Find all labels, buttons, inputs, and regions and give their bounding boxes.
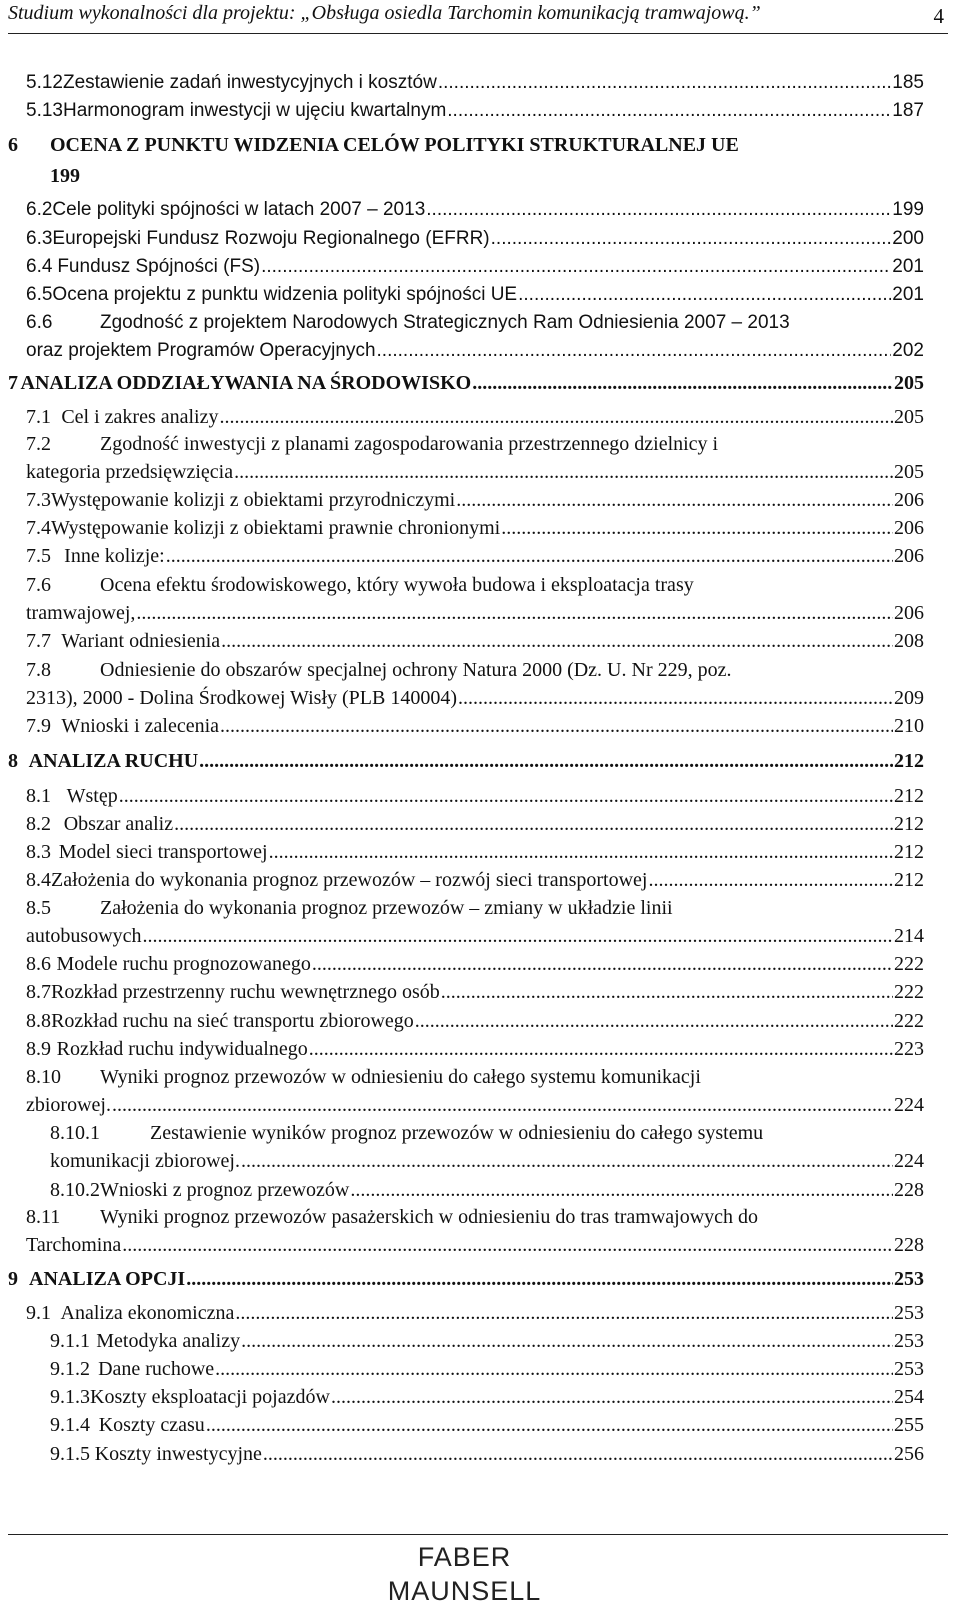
toc-entry-page: 253 <box>894 1302 924 1324</box>
toc-entry-title-continued: autobusowych <box>26 925 142 947</box>
toc-entry-page: 253 <box>894 1330 924 1352</box>
toc-entry-number: 7.7 <box>26 630 51 652</box>
toc-entry[interactable] <box>26 839 924 865</box>
toc-entry-page: 210 <box>894 715 924 737</box>
toc-entry-continuation[interactable] <box>26 1232 924 1258</box>
toc-leader-dots <box>235 1300 893 1326</box>
toc-entry-page: 214 <box>894 925 924 947</box>
toc-entry[interactable] <box>8 132 924 158</box>
toc-entry[interactable] <box>26 98 924 124</box>
toc-entry[interactable] <box>50 1328 924 1354</box>
toc-leader-dots <box>377 338 892 364</box>
toc-entry[interactable] <box>26 657 924 683</box>
toc-leader-dots <box>166 543 893 569</box>
toc-entry-page: 206 <box>894 602 924 624</box>
faber-maunsell-logo: FABER MAUNSELL <box>387 1542 542 1606</box>
toc-entry[interactable] <box>26 254 924 280</box>
toc-entry-title: Wyniki prognoz przewozów w odniesieniu do całego systemu komunikacji <box>100 1066 701 1088</box>
toc-entry[interactable] <box>50 1441 924 1467</box>
toc-entry-number: 8.11 <box>26 1206 61 1228</box>
toc-entry[interactable] <box>26 70 924 96</box>
toc-entry-number: 8.2 <box>26 813 51 835</box>
toc-leader-dots <box>415 1008 893 1034</box>
toc-entry[interactable] <box>26 515 924 541</box>
toc-entry-title: Założenia do wykonania prognoz przewozów – rozwój sieci transportowej <box>51 869 648 891</box>
toc-entry-title: Koszty czasu <box>98 1414 205 1436</box>
toc-entry-title: Fundusz Spójności (FS) <box>57 256 261 277</box>
toc-entry-title: Odniesienie do obszarów specjalnej ochrony Natura 2000 (Dz. U. Nr 229, poz. <box>100 659 732 681</box>
toc-entry[interactable] <box>26 404 924 430</box>
toc-entry-title: Zestawienie wyników prognoz przewozów w odniesieniu do całego systemu <box>150 1122 764 1144</box>
toc-entry-title: Obszar analiz <box>63 813 174 835</box>
toc-entry-title: Wyniki prognoz przewozów pasażerskich w odniesieniu do tras tramwajowych do <box>100 1206 759 1228</box>
toc-entry-number: 9.1.2 <box>50 1358 90 1380</box>
toc-entry-title: Rozkład ruchu na sieć transportu zbiorowego <box>51 1010 414 1032</box>
toc-entry-continuation[interactable] <box>26 923 924 949</box>
toc-entry-number: 9.1.3 <box>50 1386 90 1408</box>
toc-entry-title: Występowanie kolizji z obiektami przyrodniczymi <box>51 489 456 511</box>
toc-entry[interactable] <box>26 431 924 457</box>
toc-entry-number: 8.3 <box>26 841 51 863</box>
toc-entry-number: 8.10.2 <box>50 1179 100 1201</box>
toc-entry-number: 7.4 <box>26 517 51 539</box>
toc-entry-page: 255 <box>894 1414 924 1436</box>
toc-entry-number: 6 <box>8 134 18 156</box>
toc-entry-title: Wariant odniesienia <box>61 630 221 652</box>
toc-leader-dots <box>241 1148 893 1174</box>
toc-entry-page: 228 <box>894 1179 924 1201</box>
toc-entry-number: 7 <box>8 372 18 394</box>
toc-entry-number: 6.2 <box>26 199 53 220</box>
toc-entry[interactable] <box>50 1177 924 1203</box>
toc-entry-number: 7.6 <box>26 574 51 596</box>
toc-entry-number: 8.5 <box>26 897 51 919</box>
toc-entry[interactable] <box>50 1356 924 1382</box>
toc-entry-page: 212 <box>894 785 924 807</box>
toc-entry-title: Cele polityki spójności w latach 2007 – 2013 <box>52 199 426 220</box>
toc-leader-dots <box>331 1384 893 1410</box>
toc-entry[interactable] <box>26 811 924 837</box>
toc-entry-title-continued: 2313), 2000 - Dolina Środkowej Wisły (PLB 140004) <box>26 687 458 709</box>
toc-entry-number: 7.3 <box>26 489 51 511</box>
toc-entry-title: Analiza ekonomiczna <box>60 1302 235 1324</box>
toc-entry-number: 9.1 <box>26 1302 51 1324</box>
toc-entry[interactable] <box>26 951 924 977</box>
toc-entry[interactable] <box>8 370 924 396</box>
toc-entry-title: Wnioski z prognoz przewozów <box>100 1179 350 1201</box>
toc-leader-dots <box>312 951 893 977</box>
toc-entry-title: ANALIZA RUCHU <box>28 750 199 772</box>
toc-entry[interactable] <box>26 282 924 308</box>
toc-leader-dots <box>119 783 893 809</box>
toc-entry-title: Inne kolizje: <box>64 545 165 567</box>
toc-entry-title-continued: kategoria przedsięwzięcia <box>26 461 234 483</box>
toc-entry[interactable] <box>26 310 924 336</box>
toc-entry[interactable] <box>26 572 924 598</box>
toc-entry-page: 187 <box>892 100 924 121</box>
toc-entry-number: 8.6 <box>26 953 51 975</box>
toc-entry[interactable] <box>8 1266 924 1292</box>
toc-entry-title: Model sieci transportowej <box>58 841 268 863</box>
toc-entry-number: 6.3 <box>26 228 53 249</box>
toc-entry[interactable] <box>26 1036 924 1062</box>
toc-entry[interactable] <box>26 1008 924 1034</box>
toc-leader-dots <box>143 923 893 949</box>
toc-entry-page: 200 <box>892 228 924 249</box>
toc-entry-title-continued: Tarchomina <box>26 1234 122 1256</box>
toc-leader-dots <box>501 515 893 541</box>
toc-leader-dots <box>234 459 893 485</box>
toc-leader-dots <box>241 1328 893 1354</box>
toc-leader-dots <box>174 811 893 837</box>
toc-entry-number: 7.2 <box>26 433 51 455</box>
toc-entry-page: 228 <box>894 1234 924 1256</box>
toc-leader-dots <box>136 600 893 626</box>
toc-entry[interactable] <box>26 979 924 1005</box>
toc-entry[interactable] <box>50 1412 924 1438</box>
toc-leader-dots <box>206 1412 893 1438</box>
footer-divider <box>8 1534 948 1535</box>
toc-leader-dots <box>269 839 893 865</box>
toc-entry-page: 185 <box>892 72 924 93</box>
toc-entry-number: 9.1.1 <box>50 1330 90 1352</box>
toc-entry-number: 9.1.4 <box>50 1414 90 1436</box>
toc-leader-dots <box>426 197 891 223</box>
toc-leader-dots <box>199 748 893 774</box>
toc-entry-title-continued: zbiorowej. <box>26 1094 111 1116</box>
toc-leader-dots <box>220 713 893 739</box>
toc-entry-title: Wstęp <box>66 785 118 807</box>
toc-leader-dots <box>458 685 893 711</box>
toc-entry-title-continued: komunikacji zbiorowej. <box>50 1150 240 1172</box>
toc-entry-title: Harmonogram inwestycji w ujęciu kwartalnym <box>62 100 447 121</box>
toc-leader-dots <box>215 1356 893 1382</box>
toc-entry-continuation[interactable] <box>26 600 924 626</box>
toc-entry-title: Europejski Fundusz Rozwoju Regionalnego (EFRR) <box>52 228 490 249</box>
toc-entry-number: 8.8 <box>26 1010 51 1032</box>
toc-leader-dots <box>221 628 893 654</box>
toc-entry-continuation[interactable] <box>26 459 924 485</box>
toc-entry-title: OCENA Z PUNKTU WIDZENIA CELÓW POLITYKI STRUKTURALNEJ UE <box>50 134 739 156</box>
toc-entry-title: Zgodność z projektem Narodowych Strategicznych Ram Odniesienia 2007 – 2013 <box>100 312 790 333</box>
toc-entry-page: 201 <box>892 256 924 277</box>
toc-entry[interactable] <box>26 1300 924 1326</box>
toc-leader-dots <box>350 1177 893 1203</box>
toc-entry[interactable] <box>26 895 924 921</box>
toc-entry-title: ANALIZA OPCJI <box>29 1268 186 1290</box>
toc-entry-page: 212 <box>894 750 924 772</box>
toc-entry[interactable] <box>26 783 924 809</box>
toc-entry-number: 7.1 <box>26 406 51 428</box>
toc-entry-page: 206 <box>894 489 924 511</box>
toc-entry-number: 8.7 <box>26 981 51 1003</box>
toc-entry-continuation[interactable] <box>26 685 924 711</box>
toc-entry-title: Rozkład przestrzenny ruchu wewnętrznego osób <box>51 981 440 1003</box>
toc-entry-number: 9.1.5 <box>50 1443 90 1465</box>
toc-entry[interactable] <box>26 867 924 893</box>
toc-entry-page: 256 <box>894 1443 924 1465</box>
toc-entry-page: 199 <box>892 199 924 220</box>
toc-entry-title: Zgodność inwestycji z planami zagospodarowania przestrzennego dzielnicy i <box>100 433 719 455</box>
toc-entry-continuation[interactable] <box>26 338 924 364</box>
toc-entry-title-continued: 199 <box>50 165 80 187</box>
toc-entry-title: Zestawienie zadań inwestycyjnych i kosztów <box>62 72 437 93</box>
toc-entry-title: Rozkład ruchu indywidualnego <box>56 1038 308 1060</box>
toc-entry-page: 222 <box>894 953 924 975</box>
toc-entry-page: 254 <box>894 1386 924 1408</box>
toc-entry-page: 223 <box>894 1038 924 1060</box>
toc-entry[interactable] <box>26 226 924 252</box>
toc-entry[interactable] <box>50 1120 924 1146</box>
toc-entry-page: 224 <box>894 1150 924 1172</box>
toc-entry-number: 9 <box>8 1268 18 1290</box>
toc-leader-dots <box>472 370 893 396</box>
toc-entry-page: 205 <box>894 406 924 428</box>
toc-leader-dots <box>491 226 892 252</box>
toc-leader-dots <box>263 1441 893 1467</box>
header-page-number: 4 <box>933 4 944 28</box>
toc-leader-dots <box>122 1232 893 1258</box>
toc-entry-number: 8 <box>8 750 18 772</box>
toc-entry-page: 212 <box>894 841 924 863</box>
toc-entry-number: 5.13 <box>26 100 63 121</box>
toc-entry-title-continued: oraz projektem Programów Operacyjnych <box>26 340 376 361</box>
toc-entry-page: 222 <box>894 1010 924 1032</box>
toc-entry[interactable] <box>50 1384 924 1410</box>
toc-entry-number: 7.5 <box>26 545 51 567</box>
toc-entry[interactable] <box>26 713 924 739</box>
toc-entry-title: Modele ruchu prognozowanego <box>56 953 311 975</box>
toc-entry-page: 205 <box>894 461 924 483</box>
toc-leader-dots <box>441 979 893 1005</box>
toc-entry-page: 212 <box>894 869 924 891</box>
toc-leader-dots <box>438 70 891 96</box>
toc-entry-page: 208 <box>894 630 924 652</box>
toc-entry-number: 6.6 <box>26 312 53 333</box>
toc-entry-title-continued: tramwajowej, <box>26 602 136 624</box>
toc-entry-page: 205 <box>894 372 924 394</box>
toc-entry-continuation[interactable] <box>26 1092 924 1118</box>
toc-leader-dots <box>186 1266 893 1292</box>
toc-entry-page: 206 <box>894 517 924 539</box>
toc-entry-title: Cel i zakres analizy <box>61 406 219 428</box>
toc-entry-title: Koszty inwestycyjne <box>94 1443 262 1465</box>
toc-entry-title: ANALIZA ODDZIAŁYWANIA NA ŚRODOWISKO <box>20 372 472 394</box>
toc-entry-title: Dane ruchowe <box>98 1358 215 1380</box>
toc-entry-continuation[interactable] <box>50 163 924 189</box>
toc-leader-dots <box>261 254 891 280</box>
toc-entry-number: 7.8 <box>26 659 51 681</box>
toc-leader-dots <box>518 282 891 308</box>
toc-entry-number: 8.10 <box>26 1066 61 1088</box>
toc-entry[interactable] <box>26 197 924 223</box>
toc-entry-page: 253 <box>894 1358 924 1380</box>
toc-leader-dots <box>220 404 894 430</box>
toc-entry-page: 201 <box>892 284 924 305</box>
toc-entry-number: 7.9 <box>26 715 51 737</box>
toc-entry-page: 206 <box>894 545 924 567</box>
toc-entry-title: Ocena efektu środowiskowego, który wywoła budowa i eksploatacja trasy <box>100 574 694 596</box>
toc-entry[interactable] <box>26 628 924 654</box>
toc-entry-page: 224 <box>894 1094 924 1116</box>
toc-entry-number: 8.9 <box>26 1038 51 1060</box>
toc-entry-page: 202 <box>892 340 924 361</box>
toc-entry-title: Ocena projektu z punktu widzenia polityki spójności UE <box>52 284 518 305</box>
toc-entry-page: 222 <box>894 981 924 1003</box>
toc-entry[interactable] <box>8 748 924 774</box>
toc-entry[interactable] <box>26 543 924 569</box>
toc-entry-page: 209 <box>894 687 924 709</box>
toc-entry-title: Występowanie kolizji z obiektami prawnie chronionymi <box>51 517 501 539</box>
toc-leader-dots <box>456 487 893 513</box>
toc-entry-number: 6.4 <box>26 256 53 277</box>
toc-leader-dots <box>112 1092 893 1118</box>
toc-entry-title: Założenia do wykonania prognoz przewozów – zmiany w układzie linii <box>100 897 673 919</box>
toc-entry-continuation[interactable] <box>50 1148 924 1174</box>
toc-entry-page: 212 <box>894 813 924 835</box>
toc-entry-number: 8.1 <box>26 785 51 807</box>
toc-entry-title: Wnioski i zalecenia <box>61 715 220 737</box>
header-title: Studium wykonalności dla projektu: „Obsługa osiedla Tarchomin komunikacją tramwajową.” <box>8 2 761 24</box>
toc-entry-title: Metodyka analizy <box>96 1330 241 1352</box>
toc-entry-title: Koszty eksploatacji pojazdów <box>90 1386 330 1408</box>
toc-leader-dots <box>648 867 893 893</box>
toc-entry-number: 5.12 <box>26 72 63 93</box>
toc-entry-number: 8.4 <box>26 869 51 891</box>
toc-entry[interactable] <box>26 1204 924 1230</box>
toc-leader-dots <box>447 98 891 124</box>
toc-entry-number: 6.5 <box>26 284 53 305</box>
toc-leader-dots <box>309 1036 893 1062</box>
toc-entry-number: 8.10.1 <box>50 1122 100 1144</box>
page-header <box>8 2 948 34</box>
toc-entry-page: 253 <box>894 1268 924 1290</box>
toc-entry[interactable] <box>26 1064 924 1090</box>
toc-entry[interactable] <box>26 487 924 513</box>
